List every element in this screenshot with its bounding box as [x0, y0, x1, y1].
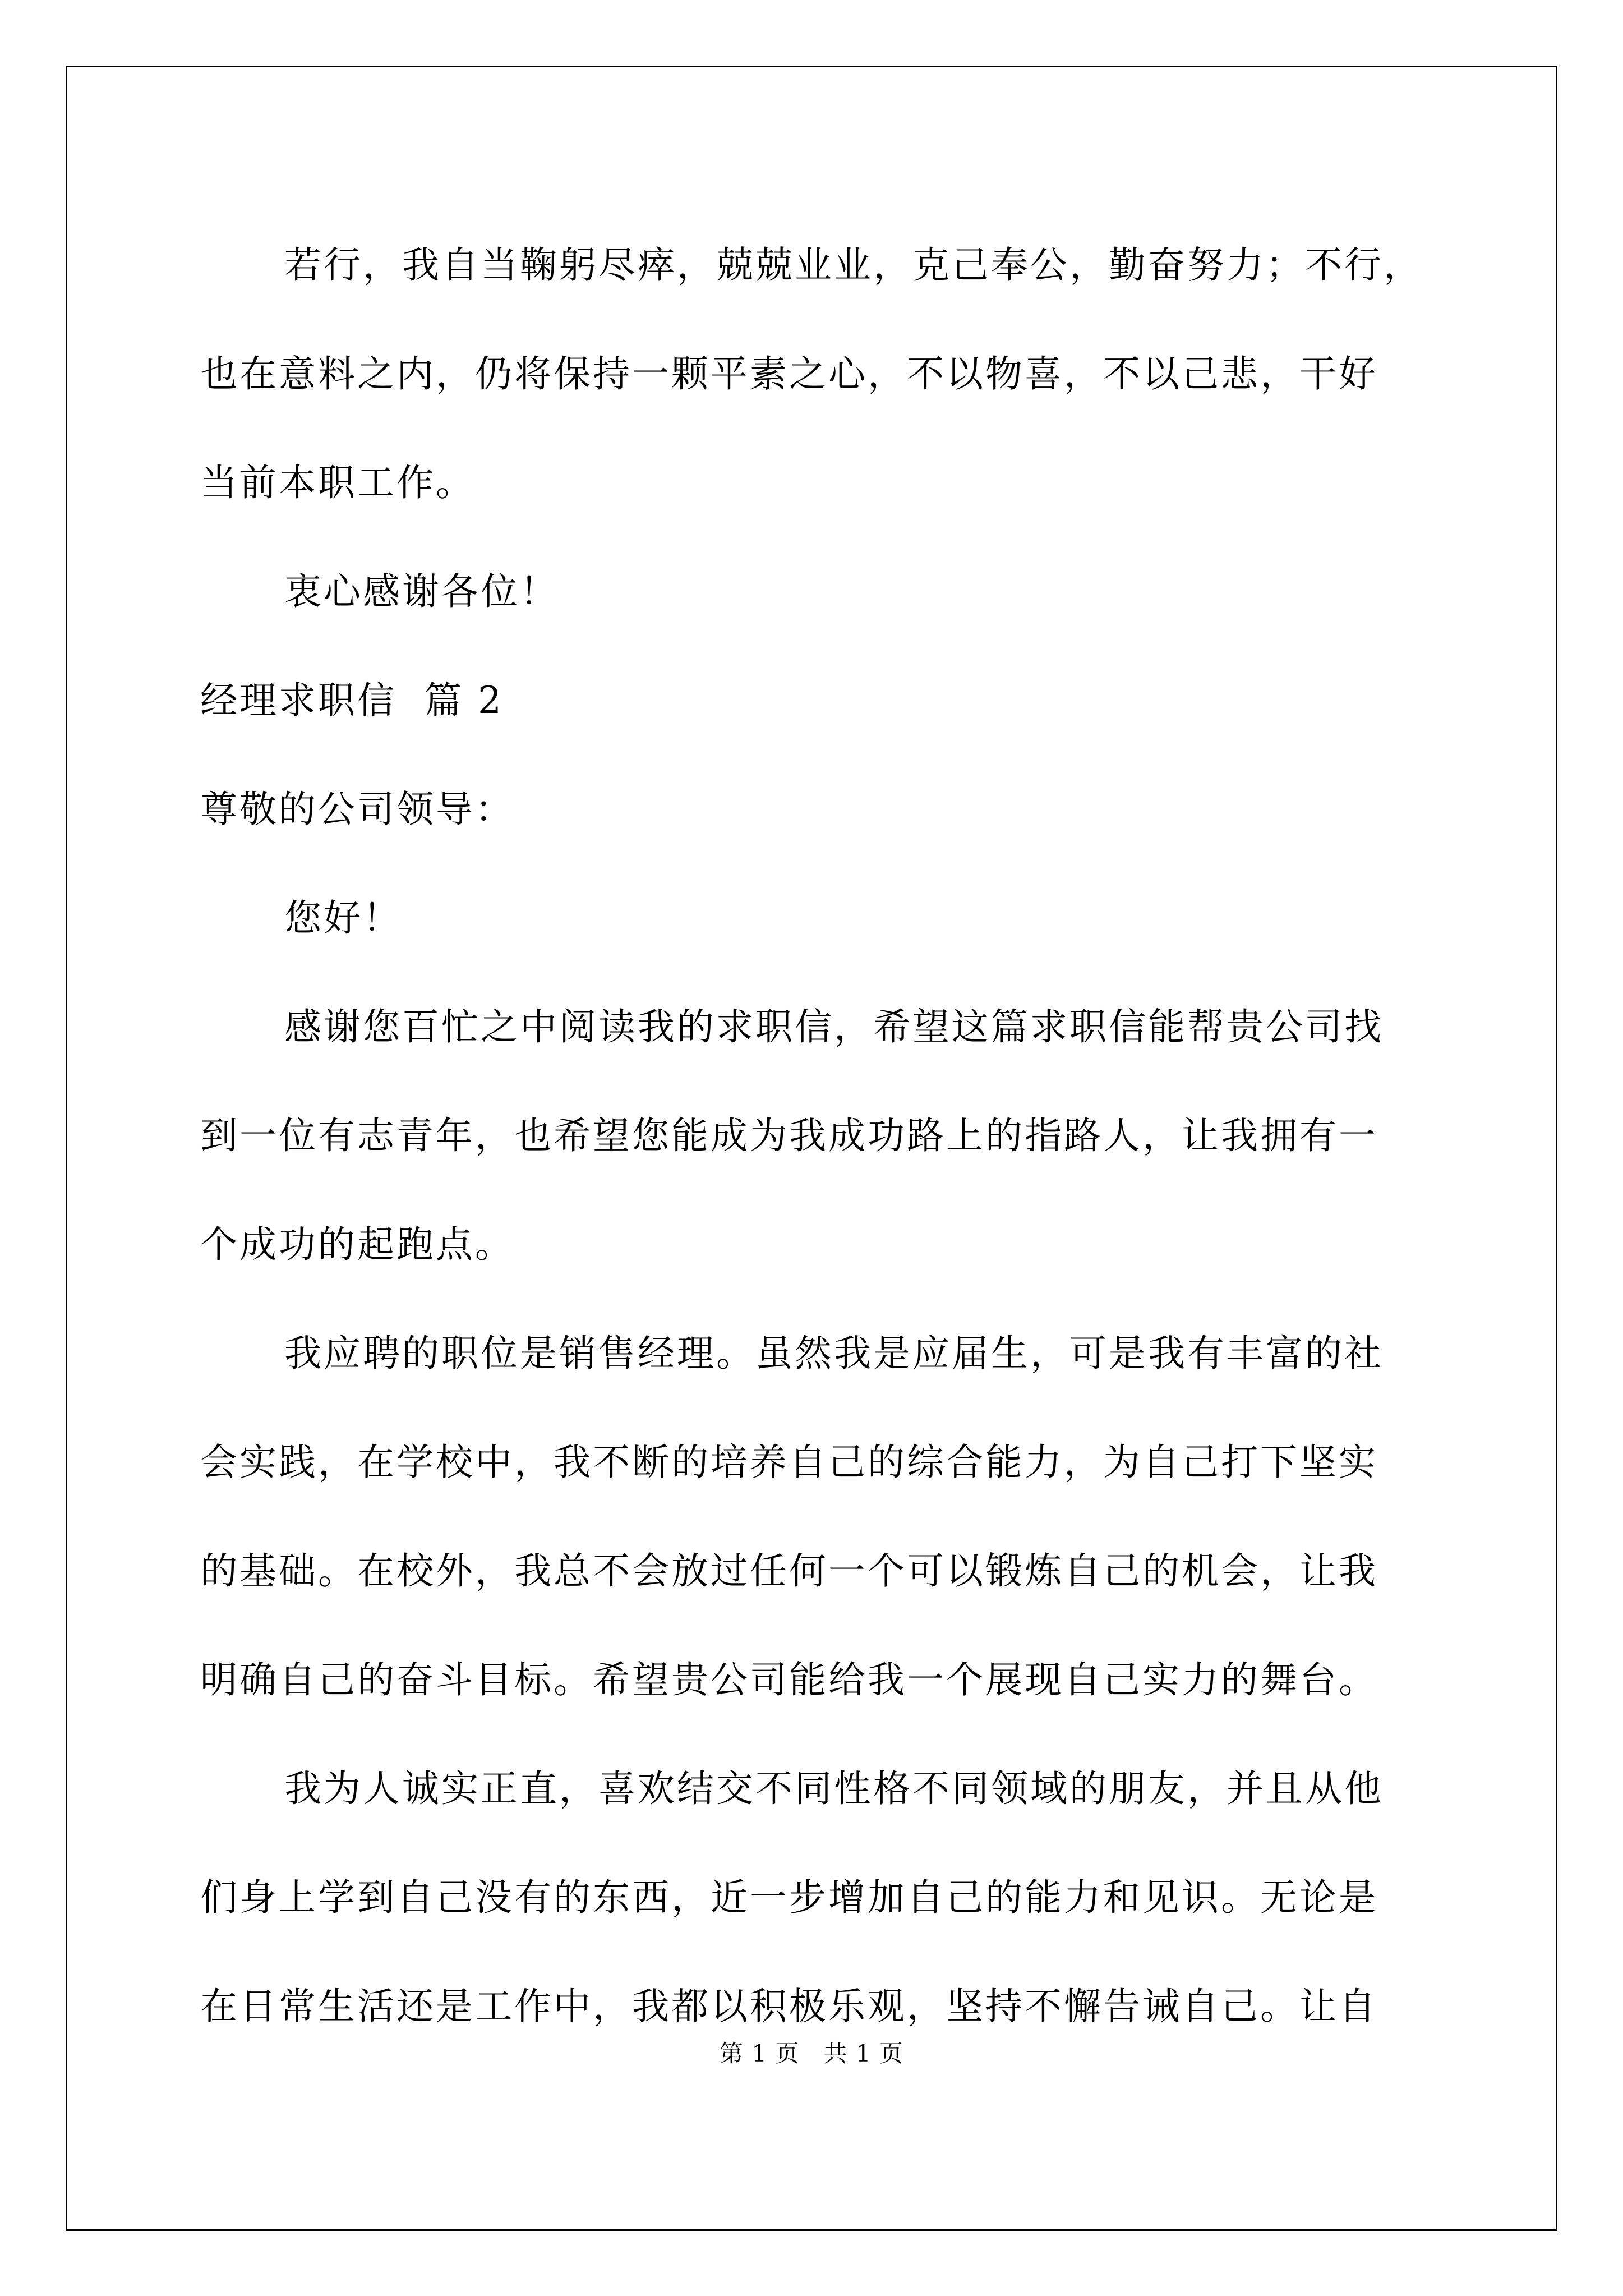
text-line: 会实践，在学校中，我不断的培养自己的综合能力，为自己打下坚实	[200, 1441, 1378, 1484]
text-line: 的基础。在校外，我总不会放过任何一个可以锻炼自己的机会，让我	[200, 1549, 1378, 1593]
text-line: 感谢您百忙之中阅读我的求职信，希望这篇求职信能帮贵公司找	[284, 1005, 1384, 1048]
section-heading: 经理求职信 篇 2	[200, 679, 504, 722]
document-body	[200, 211, 1456, 2061]
paragraph-thanks	[200, 537, 1456, 646]
paragraph-position	[200, 1299, 1456, 1734]
text-line: 也在意料之内，仍将保持一颗平素之心，不以物喜，不以己悲，干好	[200, 352, 1378, 395]
text-line: 们身上学到自己没有的东西，近一步增加自己的能力和见识。无论是	[200, 1876, 1378, 1919]
text-line: 我应聘的职位是销售经理。虽然我是应届生，可是我有丰富的社	[284, 1332, 1384, 1375]
text-line: 若行，我自当鞠躬尽瘁，兢兢业业，克己奉公，勤奋努力；不行，	[284, 243, 1423, 287]
paragraph-closing-statement	[200, 211, 1456, 537]
paragraph-character	[200, 1734, 1456, 2061]
text-line: 在日常生活还是工作中，我都以积极乐观，坚持不懈告诫自己。让自	[200, 1985, 1378, 2028]
page-number-footer: 第 1 页 共 1 页	[720, 2040, 903, 2067]
salutation: 尊敬的公司领导：	[200, 788, 514, 831]
paragraph-intro	[200, 973, 1456, 1299]
text-line: 当前本职工作。	[200, 461, 475, 504]
greeting: 您好！	[284, 896, 402, 940]
text-line: 到一位有志青年，也希望您能成为我成功路上的指路人，让我拥有一	[200, 1114, 1378, 1157]
text-line: 个成功的起跑点。	[200, 1223, 514, 1266]
text-line: 衷心感谢各位！	[284, 570, 559, 613]
text-line: 我为人诚实正直，喜欢结交不同性格不同领域的朋友，并且从他	[284, 1767, 1384, 1810]
text-line: 明确自己的奋斗目标。希望贵公司能给我一个展现自己实力的舞台。	[200, 1658, 1378, 1701]
